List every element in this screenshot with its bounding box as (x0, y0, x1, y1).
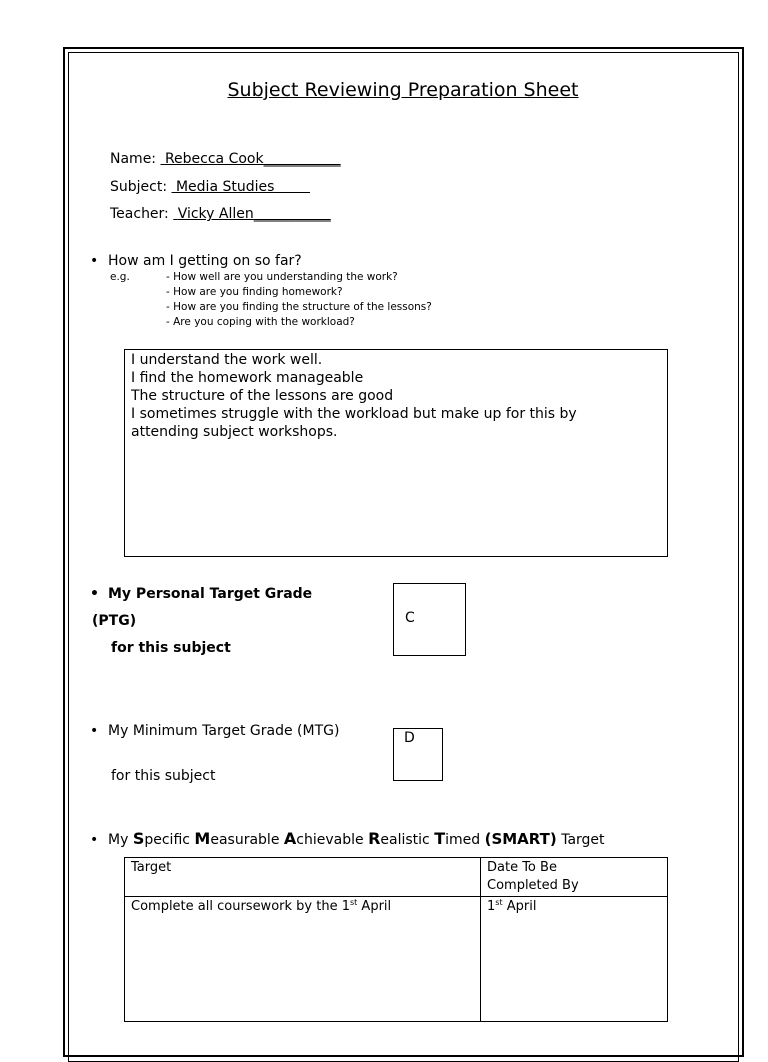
mtg-grade-box (393, 728, 443, 781)
page-title: Subject Reviewing Preparation Sheet (227, 79, 579, 101)
progress-question: • How am I getting on so far? (90, 253, 302, 269)
ptg-grade: C (405, 610, 415, 626)
example-item: - How are you finding homework? (166, 286, 343, 298)
example-item: - Are you coping with the workload? (166, 316, 355, 328)
mtg-subtext: for this subject (111, 768, 216, 784)
date-cell: 1st April (481, 897, 668, 1022)
target-cell: Complete all coursework by the 1st April (125, 897, 481, 1022)
header-target: Target (125, 858, 481, 897)
mtg-grade: D (404, 730, 415, 746)
answer-line: The structure of the lessons are good (131, 388, 394, 404)
subject-field (110, 179, 310, 195)
subject-label: Subject: (110, 179, 168, 195)
bullet-icon: • (90, 832, 99, 848)
progress-answer-box (124, 349, 668, 557)
ptg-abbr: (PTG) (92, 613, 137, 629)
smart-heading: • My Specific Measurable Achievable Realistic Timed (SMART) Target (90, 829, 605, 848)
mtg-heading: • My Minimum Target Grade (MTG) (90, 723, 340, 739)
teacher-value: Vicky Allen___________ (177, 206, 331, 222)
answer-line: attending subject workshops. (131, 424, 338, 440)
answer-line: I sometimes struggle with the workload but make up for this by (131, 406, 577, 422)
bullet-icon: • (90, 253, 99, 269)
name-value: Rebecca Cook___________ (164, 151, 341, 167)
smart-target-table (124, 857, 668, 1022)
header-date: Date To Be Completed By (481, 858, 668, 897)
subject-value: Media Studies (175, 179, 275, 195)
example-item: - How well are you understanding the work? (166, 271, 398, 283)
answer-line: I find the homework manageable (131, 370, 364, 386)
ptg-heading: • My Personal Target Grade (90, 586, 313, 602)
example-item: - How are you finding the structure of the lessons? (166, 301, 432, 313)
name-field (110, 151, 341, 167)
table-header-row (125, 858, 668, 897)
table-row (125, 897, 668, 1022)
answer-line: I understand the work well. (131, 352, 323, 368)
teacher-field (110, 206, 331, 222)
teacher-label: Teacher: (110, 206, 169, 222)
ptg-grade-box (393, 583, 466, 656)
ptg-subtext: for this subject (111, 640, 231, 656)
bullet-icon: • (90, 586, 99, 602)
eg-label: e.g. (110, 271, 130, 283)
name-label: Name: (110, 151, 157, 167)
bullet-icon: • (90, 723, 99, 739)
